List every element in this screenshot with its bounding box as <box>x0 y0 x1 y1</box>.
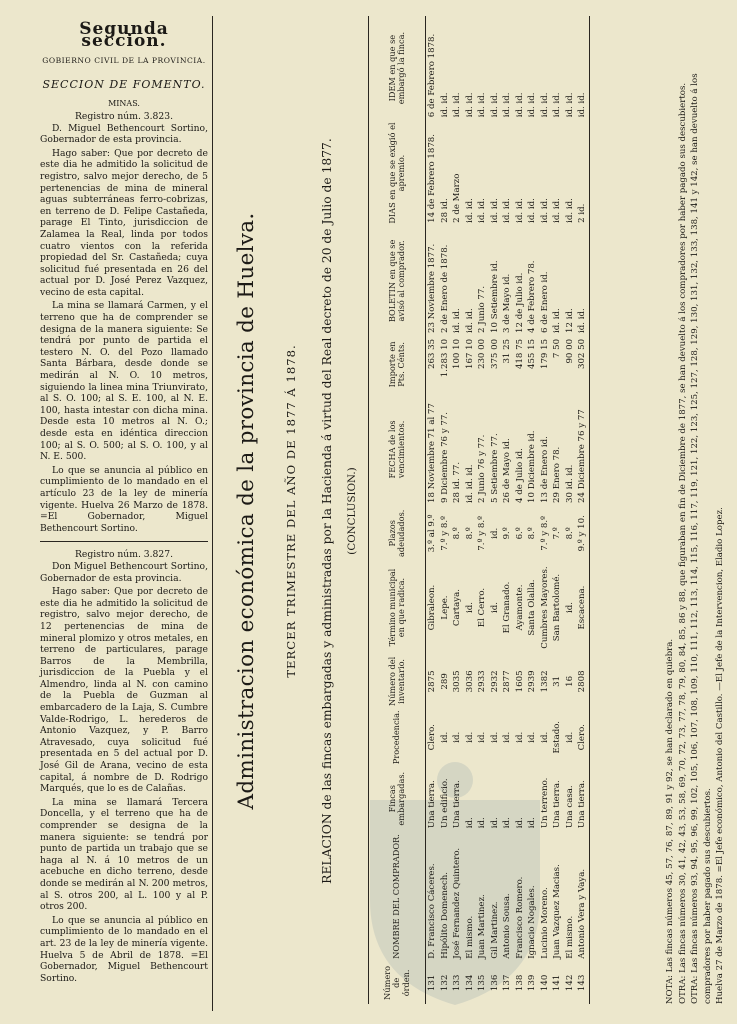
cell-plazos: 9.º <box>502 527 512 540</box>
cell-inv: 1605 <box>514 670 525 693</box>
cell-idem: id. id. <box>564 92 575 118</box>
cell-inv: 1382 <box>539 670 550 693</box>
cell-term: Cumbres Mayores. <box>539 566 550 649</box>
cell-num: 139 <box>527 974 537 992</box>
cell-term: id. <box>564 602 575 614</box>
col-inventario: Número del inventario. <box>369 654 426 708</box>
cell-idem: id. id. <box>552 92 562 118</box>
cell-nombre: El mismo. <box>564 915 575 959</box>
cell-plazos: id. <box>489 527 500 539</box>
cell-fecha: 24 Diciembre 76 y 77 <box>576 393 589 506</box>
cell-idem: id. id. <box>452 92 462 118</box>
col-fecha: FECHA de los vencimientos. <box>369 393 426 506</box>
cell-inv: 2808 <box>576 654 589 708</box>
cell-inv: 3035 <box>452 670 462 693</box>
cell-dias: id. id. <box>464 198 475 223</box>
cell-num: 140 <box>539 974 550 992</box>
registro-2-gobernador: Don Miguel Bethencourt Sortino, Gobernador de esta provincia. <box>40 560 208 584</box>
cell-fecha: 2 Junio 76 y 77. <box>477 434 487 503</box>
cell-dias: id. id. <box>502 198 512 223</box>
cell-proc: id. <box>439 731 450 743</box>
cell-boletin: 23 Noviembre 1877. <box>427 243 437 333</box>
cell-plazos: 8.º <box>464 527 475 540</box>
registro-1-gobernador: D. Miguel Bethencourt Sortino, Gobernador de esta provincia. <box>40 122 208 146</box>
cell-dias: 14 de Febrero 1878. <box>427 134 437 223</box>
cell-boletin: 12 de Julio id. <box>514 272 525 333</box>
cell-finca: id. <box>477 817 487 829</box>
cell-finca: id. <box>527 817 537 829</box>
cell-inv: 31 <box>552 675 562 687</box>
cell-proc: Estado. <box>552 721 562 754</box>
cell-num: 136 <box>489 974 500 992</box>
cell-dias: 28 id. <box>439 198 450 223</box>
relacion-heading: RELACION de las fincas embargadas y administradas por la Hacienda á virtud del Real decreto de 20 de Julio de 1877. <box>320 138 334 884</box>
cell-plazos: 7.º y 8.º <box>539 515 550 551</box>
cell-finca: Una casa. <box>564 785 575 829</box>
cell-inv: 16 <box>564 675 575 687</box>
registro-2-hago-saber: Hago saber: Que por decreto de este dia he admitido la solicitud de registro, salvo mejor derecho, de 12 pertenencias de mina de mineral plomizo y otros metales, en terreno de particulares, parage Barros de la Membrilla, jurisdiccion de la Puebla y el Almendro, linda al N. con camino de la Puebla de Guzman al embarcadero de la Laja, S. Cumbre Valde-Rodrigo, L. herederos de Antonio Vazquez, y P. Barro Atravesado, cuya solicitud fué presentada en 5 del actual por D. José Gil de Arana, vecino de esta capital, á nombre de D. Rodrigo Marqués, que lo es de Calañas. <box>40 586 208 795</box>
cell-fecha: 30 id. id. <box>564 464 575 503</box>
cell-fecha: id. id. id. <box>464 464 475 503</box>
cell-idem: id. id. <box>464 92 475 118</box>
cell-importe: 375 00 <box>489 338 500 370</box>
cell-plazos: 6.º <box>514 527 525 540</box>
table-body <box>426 16 590 1004</box>
cell-importe: 1.283 10 <box>439 338 450 378</box>
cell-proc: id. <box>514 731 525 743</box>
table-row <box>526 16 539 1004</box>
cell-idem: id. id. <box>539 92 550 118</box>
col-termino: Término municipal en que radica. <box>369 561 426 655</box>
cell-finca: id. <box>514 817 525 829</box>
registro-1-anuncio: Lo que se anuncia al público en cumplimiento de lo mandado en el artículo 23 de la ley de minería vigente. Huelva 26 Marzo de 1878. =El Gobernador, Miguel Bethencourt Sortino. <box>40 464 208 534</box>
cell-num: 141 <box>552 974 562 992</box>
table-row <box>514 16 527 1004</box>
cell-importe: 31 25 <box>502 338 512 364</box>
cell-num: 133 <box>452 974 462 992</box>
cell-proc: id. <box>527 731 537 743</box>
cell-fecha: 13 de Enero id. <box>539 436 550 503</box>
col-importe: Importe en Pts. Cénts. <box>369 336 426 393</box>
cell-plazos: 9.º y 10. <box>576 506 589 561</box>
cell-inv: 2932 <box>489 670 500 693</box>
col-procedencia: Procedencia. <box>369 708 426 766</box>
cell-num: 135 <box>477 974 487 992</box>
registro-1-mina: La mina se llamará Carmen, y el terreno que ha de comprender se designa de la manera siguiente: Se tendrá por punto de partida el testero N. O. del Pozo llamado Santa Bárbara, desde donde se medirán al N. O. 10 metros, siguiendo la linea mina Triunvirato, al S. O. 100; al S. E. 100, al N. E. 100, hasta intestar con dicha mina. Desde esta 10 metros al N. O.; desde esta en idéntica direccion 100; al S. O. 500; al S. O. 100, y al N. E. 500. <box>40 300 208 463</box>
cell-term: id. <box>489 602 500 614</box>
cell-boletin: id. id. <box>452 308 462 333</box>
cell-boletin: 2 Junio 77. <box>477 285 487 333</box>
administracion-title: Administracion económica de la provincia de Huelva. <box>234 212 259 810</box>
cell-dias: id. id. <box>539 198 550 223</box>
col-dias: DIAS en que se exigió el apremio. <box>369 120 426 226</box>
cell-dias: id. id. <box>552 198 562 223</box>
cell-importe: 263 35 <box>427 338 437 370</box>
cell-inv: 2875 <box>427 670 437 693</box>
cell-idem: id. id. <box>576 16 589 120</box>
cell-idem: id. id. <box>477 92 487 118</box>
cell-nombre: Antonio Sousa. <box>502 893 512 959</box>
cell-dias: 2 id. <box>576 120 589 226</box>
cell-num: 138 <box>514 974 525 992</box>
cell-finca: id. <box>489 817 500 829</box>
note-quiebra: NOTA: Las fincas números 45, 57, 76, 87, 89, 91 y 92, se han declarado en quiebra. <box>665 638 675 1004</box>
cell-term: San Bartolomé. <box>552 573 562 642</box>
cell-finca: id. <box>464 817 475 829</box>
cell-num: 142 <box>564 974 575 992</box>
cell-fecha: 18 Noviembre 71 al 77 <box>427 403 437 503</box>
cell-finca: Una tierra. <box>427 780 437 829</box>
cell-proc: id. <box>489 731 500 743</box>
cell-term: Santa Olalla. <box>527 579 537 636</box>
cell-nombre: Juan Martinez. <box>477 894 487 959</box>
column-divider <box>212 16 213 1011</box>
cell-idem: id. id. <box>514 92 525 118</box>
registro-2-anuncio: Lo que se anuncia al público en cumplimiento de lo mandado en el art. 23 de la ley de minería vigente. Huelva 5 de Abril de 1878. =El Gobernador, Miguel Bethencourt Sortino. <box>40 914 208 984</box>
cell-dias: id. id. <box>564 198 575 223</box>
cell-dias: 2 de Marzo <box>452 173 462 223</box>
cell-finca: Un terreno. <box>539 777 550 829</box>
cell-proc: id. <box>539 731 550 743</box>
table-row <box>551 16 564 1004</box>
cell-idem: id. id. <box>439 92 450 118</box>
cell-idem: 6 de Febrero 1878. <box>427 33 437 118</box>
cell-term: Ayamonte. <box>514 584 525 631</box>
cell-plazos: 8.º <box>452 527 462 540</box>
cell-dias: id. id. <box>514 198 525 223</box>
conclusion-label: (CONCLUSION.) <box>346 467 358 555</box>
left-column <box>40 20 208 986</box>
cell-finca: Un edificio. <box>439 778 450 829</box>
table-row <box>451 16 464 1004</box>
cell-fecha: 10 Diciembre id. <box>527 430 537 503</box>
table-row <box>464 16 477 1004</box>
cell-boletin: 6 de Enero id. <box>539 271 550 333</box>
registro-2-title: Registro núm. 3.827. <box>74 549 174 561</box>
table-row <box>426 16 439 1004</box>
cell-proc: id. <box>452 731 462 743</box>
cell-proc: Clero. <box>576 708 589 766</box>
note-devueltas-1: OTRA: Las fincas números 30, 41, 42, 43, 53, 58, 69, 70, 72, 73, 77, 78, 79, 80, 84, 85, 86 y 88, que figuraban en fin de Diciembre de 1877, se han devuelto á los compradores por haber pagado sus descubiertos. <box>677 82 688 1004</box>
col-idem: IDEM en que se embargó la finca. <box>369 16 426 120</box>
notes-block <box>664 16 727 1004</box>
cell-plazos: 3.º al 9.º <box>427 514 437 553</box>
cell-num: 132 <box>439 974 450 992</box>
cell-fecha: 9 Diciembre 76 y 77. <box>439 411 450 503</box>
cell-num: 131 <box>427 974 437 992</box>
cell-term: id. <box>464 602 475 614</box>
cell-fecha: 26 de Mayo id. <box>502 438 512 503</box>
cell-importe: 418 75 <box>514 338 525 370</box>
cell-importe: 230 00 <box>477 338 487 370</box>
cell-plazos: 7.º <box>552 527 562 540</box>
registro-2-mina: La mina se llamará Tercera Doncella, y el terreno que ha de comprender se designa de la manera siguiente: se tendrá por punto de partida un trabajo que se haga al N. á 10 metros de un acebuche en dicho terreno, desde donde se medirán al N. 200 metros, al S. otros 200, al L. 100 y al P. otros 200. <box>40 796 208 913</box>
cell-importe: 90 00 <box>564 338 575 364</box>
col-fincas: Fincas embargadas. <box>369 766 426 831</box>
cell-proc: Clero. <box>427 724 437 751</box>
cell-term: Gibraleon. <box>427 584 437 631</box>
cell-nombre: Francisco Romero. <box>514 876 525 959</box>
cell-finca: id. <box>502 817 512 829</box>
cell-boletin: id. id. <box>576 226 589 336</box>
col-nombre: NOMBRE DEL COMPRADOR. <box>369 831 426 962</box>
cell-finca: Una tierra. <box>452 780 462 829</box>
col-numero: Número de órden. <box>369 962 426 1004</box>
cell-nombre: Antonio Vera y Vaya. <box>576 831 589 962</box>
cell-plazos: 8.º <box>564 527 575 540</box>
cell-boletin: 4 de Febrero 78. <box>527 260 537 333</box>
cell-importe: 302 50 <box>576 336 589 393</box>
cell-plazos: 7.º y 8.º <box>477 515 487 551</box>
minas-heading: MINAS. <box>108 99 140 109</box>
cell-inv: 2877 <box>502 670 512 693</box>
cell-finca: Una tierra. <box>552 780 562 829</box>
cell-term: Escacena. <box>576 561 589 655</box>
cell-proc: id. <box>477 731 487 743</box>
cell-boletin: 12 id. <box>564 308 575 333</box>
cell-nombre: El mismo. <box>464 915 475 959</box>
table-row <box>501 16 514 1004</box>
cell-boletin: id. id. <box>464 308 475 333</box>
table-row <box>476 16 489 1004</box>
section-title: Segunda seccion. <box>79 19 169 51</box>
cell-dias: id. id. <box>477 198 487 223</box>
note-firma: Huelva 27 de Marzo de 1878. =El Jefe económico, Antonio del Castillo. —El Jefe de la Intervencion, Eladio Lopez. <box>715 507 725 1004</box>
registro-1-title: Registro núm. 3.823. <box>74 110 174 122</box>
cell-importe: 179 15 <box>539 338 550 370</box>
fomento-heading: SECCION DE FOMENTO. <box>42 77 206 91</box>
cell-proc: id. <box>564 731 575 743</box>
cell-fecha: 4 de Julio id. <box>514 448 525 503</box>
cell-boletin: 10 Setiembre id. <box>489 260 500 333</box>
cell-fecha: 29 Enero 78. <box>552 446 562 503</box>
cell-idem: id. id. <box>527 92 537 118</box>
cell-num: 137 <box>502 974 512 992</box>
cell-plazos: 7.º y 8.º <box>439 515 450 551</box>
table-row <box>539 16 552 1004</box>
cell-dias: id. id. <box>527 198 537 223</box>
cell-nombre: Gil Martinez. <box>489 901 500 959</box>
cell-plazos: 8.º <box>527 527 537 540</box>
cell-nombre: Lucinio Moreno. <box>539 887 550 959</box>
cell-boletin: id. id. <box>552 308 562 333</box>
cell-proc: id. <box>502 731 512 743</box>
cell-nombre: D. Francisco Cáceres. <box>427 863 437 959</box>
cell-boletin: 3 de Mayo id. <box>502 273 512 333</box>
col-plazos: Plazos adeudados. <box>369 506 426 561</box>
table-header-row <box>369 16 426 1004</box>
note-devueltas-2: OTRA: Las fincas números 93, 94, 95, 96, 99, 102, 105, 106, 107, 108, 109, 110, 111, 112, 113, 114, 115, 116, 117, 119, 121, 122, 123, 125, 127, 128, 129, 130, 131, 132, 133, 138, 141 y 142, se han devuelto á los compradores por haber pagado sus descubiertos. <box>690 73 713 1004</box>
cell-boletin: 2 de Enero de 1878. <box>439 244 450 333</box>
cell-idem: id. id. <box>489 92 500 118</box>
cell-importe: 7 50 <box>552 338 562 359</box>
cell-nombre: Hipólito Domenech. <box>439 871 450 959</box>
fincas-table <box>368 16 590 1004</box>
cell-inv: 289 <box>439 673 450 690</box>
cell-finca: Una tierra. <box>576 766 589 831</box>
cell-fecha: 5 Setiembre 77. <box>489 433 500 503</box>
cell-importe: 167 10 <box>464 338 475 370</box>
separator-rule <box>40 541 208 542</box>
cell-importe: 455 15 <box>527 338 537 370</box>
cell-inv: 3036 <box>464 670 475 693</box>
cell-fecha: 28 id. 77. <box>452 461 462 503</box>
col-boletin: BOLETIN en que se avisó al comprador. <box>369 226 426 336</box>
cell-importe: 100 10 <box>452 338 462 370</box>
cell-dias: id. id. <box>489 198 500 223</box>
cell-num: 134 <box>464 974 475 992</box>
cell-term: El Cerro. <box>477 587 487 628</box>
table-row <box>576 16 589 1004</box>
cell-inv: 2939 <box>527 670 537 693</box>
cell-term: El Granado. <box>502 581 512 634</box>
cell-term: Lepe. <box>439 595 450 620</box>
table-row <box>439 16 452 1004</box>
gobierno-heading: GOBIERNO CIVIL DE LA PROVINCIA. <box>42 56 206 66</box>
table-row <box>489 16 502 1004</box>
cell-nombre: Juan Vazquez Macias. <box>552 864 562 959</box>
rotated-section <box>222 10 734 1012</box>
cell-term: Cartaya. <box>452 588 462 627</box>
trimestre-heading: TERCER TRIMESTRE DEL AÑO DE 1877 Á 1878. <box>284 344 298 678</box>
cell-proc: id. <box>464 731 475 743</box>
cell-idem: id. id. <box>502 92 512 118</box>
cell-inv: 2933 <box>477 670 487 693</box>
registro-1-hago-saber: Hago saber: Que por decreto de este dia he admitido la solicitud de registro, salvo mejor derecho, de 5 pertenencias de mina de mineral aguas subterráneas ferro-cobrizas, en terreno de D. Felipe Castañeda, parage El Tinto, jurisdiccion de Zalamea la Real, linda por todos cuatro vientos con la referida propiedad del Sr. Castañeda; cuya solicitud fué presentada en 26 del actual por D. José Perez Vazquez, vecino de esta capital. <box>40 147 208 298</box>
cell-num: 143 <box>576 962 589 1004</box>
table-row <box>564 16 577 1004</box>
cell-nombre: José Fernandez Quintero. <box>452 847 462 959</box>
cell-nombre: Ignacio Nogales. <box>527 885 537 959</box>
